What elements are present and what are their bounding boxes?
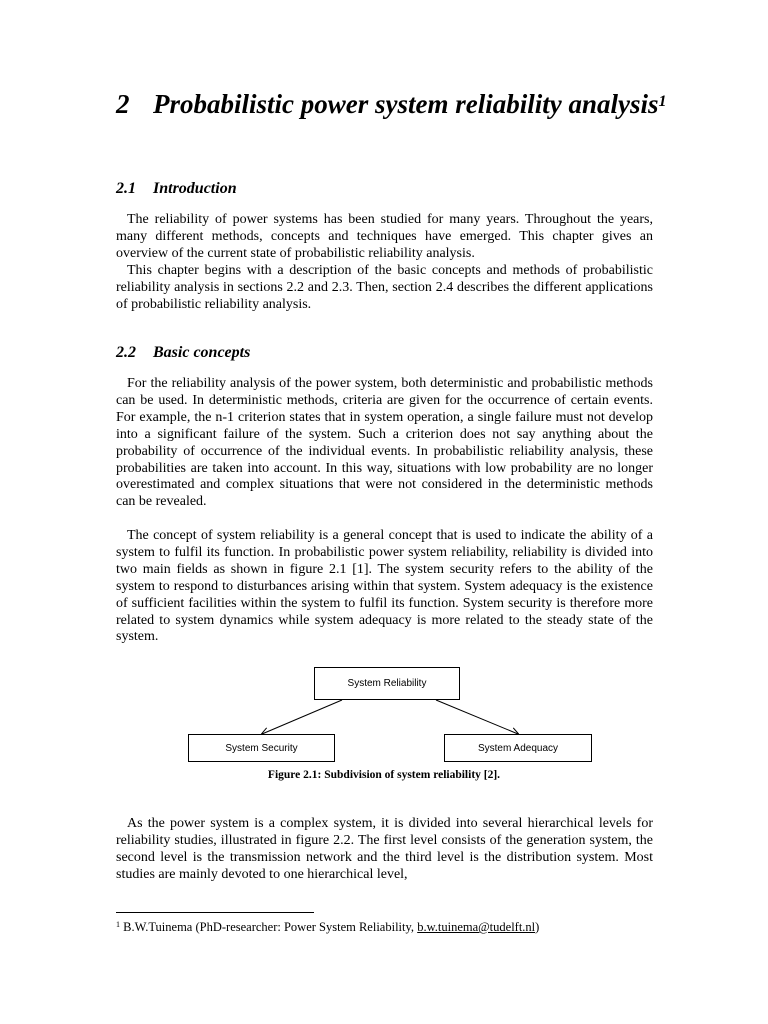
paragraph: For the reliability analysis of the power system, both deterministic and probabilistic methods can be used. In deterministic methods, criteria are given for the occurrence of certain events. For example, the n-1 criterion states that in system operation, a single failure must not develop into a significant failure of the system. Such a criterion does not say anything about the probability of occurrence of the individual events. In probabilistic reliability analysis, these probabilities are taken into account. In this way, situations with low probability are no longer overestimated and complex situations that were not considered in the deterministic methods can be revealed. bbox=[116, 376, 653, 510]
paragraph: As the power system is a complex system, it is divided into several hierarchical levels for reliability studies, illustrated in figure 2.2. The first level consists of the generation system, the second level is the transmission network and the third level is the distribution system. Most studies are mainly devoted to one hierarchical level, bbox=[116, 816, 653, 882]
system-security-box: System Security bbox=[188, 734, 335, 762]
paragraph: This chapter begins with a description of the basic concepts and methods of probabilistic reliability analysis in sections 2.2 and 2.3. Then, section 2.4 describes the different applications of probabilistic reliability analysis. bbox=[116, 263, 653, 312]
paragraph: The reliability of power systems has been studied for many years. Throughout the years, many different methods, concepts and techniques have emerged. This chapter gives an overview of the current state of probabilistic reliability analysis. bbox=[116, 212, 653, 261]
footnote-text-end: ) bbox=[535, 920, 540, 934]
footnote-reference[interactable]: 1 bbox=[658, 93, 667, 110]
chapter-title bbox=[116, 88, 676, 120]
chapter-number: 2 bbox=[116, 89, 130, 119]
system-reliability-box: System Reliability bbox=[314, 667, 460, 700]
paragraph: The concept of system reliability is a general concept that is used to indicate the ability of a system to fulfil its function. In probabilistic power system reliability, reliability is divided into two main fields as shown in figure 2.1 [1]. The system security refers to the ability of the system to respond to disturbances arising within that system. System adequacy is the existence of sufficient facilities within the system to fulfil its function. System security is therefore more related to system dynamics while system adequacy is more related to the steady state of the system. bbox=[116, 528, 653, 645]
footnote-text: B.W.Tuinema (PhD-researcher: Power System Reliability, bbox=[123, 920, 418, 934]
section-title: Introduction bbox=[153, 180, 237, 197]
section-heading-basic-concepts bbox=[116, 343, 250, 363]
figure-2-1-diagram bbox=[0, 660, 768, 770]
system-adequacy-box: System Adequacy bbox=[444, 734, 592, 762]
arrow-to-adequacy bbox=[436, 700, 518, 734]
footnote-email-link[interactable]: b.w.tuinema@tudelft.nl bbox=[417, 920, 536, 934]
arrow-to-security bbox=[262, 700, 342, 734]
section-number: 2.2 bbox=[116, 344, 136, 361]
footnote-mark: 1 bbox=[116, 920, 120, 929]
section-number: 2.1 bbox=[116, 180, 136, 197]
figure-caption: Figure 2.1: Subdivision of system reliability [2]. bbox=[267, 769, 501, 781]
footnote bbox=[116, 920, 539, 935]
chapter-title-text: Probabilistic power system reliability analysis bbox=[153, 89, 659, 119]
section-heading-introduction bbox=[116, 179, 237, 199]
section-title: Basic concepts bbox=[153, 344, 251, 361]
footnote-divider bbox=[116, 912, 314, 913]
